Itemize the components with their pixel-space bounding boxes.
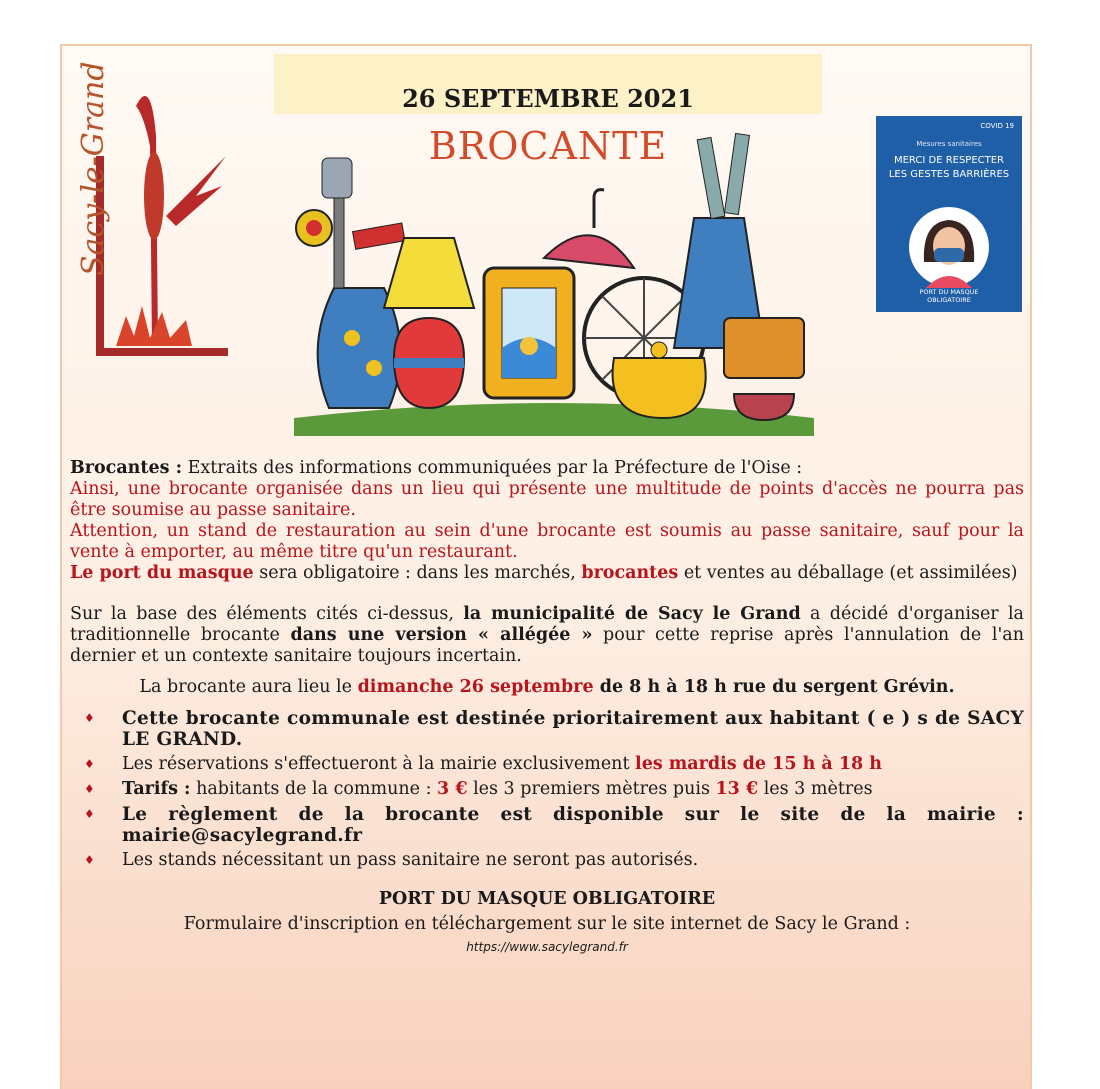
list-item bbox=[70, 779, 1024, 800]
intro-red-1: Ainsi, une brocante organisée dans un lieu qui présente une multitude de points d'accès ne pourra pas être soumise au passe sanitaire. bbox=[70, 479, 1024, 520]
mask-bold: Le port du masque bbox=[70, 563, 254, 583]
bullet-3-d: les 3 premiers mètres puis bbox=[467, 779, 716, 799]
covid-badge bbox=[876, 116, 1022, 312]
decision-paragraph bbox=[70, 604, 1024, 667]
bullet-3-b: habitants de la commune : bbox=[190, 779, 438, 799]
intro-lead: Brocantes : bbox=[70, 458, 183, 478]
masked-woman-icon bbox=[904, 202, 994, 292]
covid-foot-2: OBLIGATOIRE bbox=[927, 296, 971, 304]
decision-c: a décidé d'organiser la traditionnelle brocante bbox=[70, 604, 1024, 645]
when-c: de 8 h à 18 h rue du sergent Grévin. bbox=[593, 677, 955, 697]
bullet-4-text: Le règlement de la brocante est disponible sur le site de la mairie : mairie@sacylegrand.fr bbox=[122, 804, 1024, 846]
body-text bbox=[70, 458, 1024, 958]
mask-line bbox=[70, 563, 1024, 584]
bullet-icon: ♦ bbox=[84, 853, 95, 867]
poster bbox=[60, 44, 1032, 1089]
logo-text: Sacy-le-Grand bbox=[76, 61, 111, 276]
bullet-2-b: les mardis de 15 h à 18 h bbox=[635, 754, 883, 774]
page-title: BROCANTE bbox=[428, 124, 668, 168]
bullet-icon: ♦ bbox=[84, 757, 95, 771]
bullet-1-text: Cette brocante communale est destinée prioritairement aux habitant ( e ) s de SACY LE GRAND. bbox=[122, 708, 1024, 750]
mask-mid: sera obligatoire : dans les marchés, bbox=[253, 563, 582, 583]
form-notice: Formulaire d'inscription en téléchargement sur le site internet de Sacy le Grand : bbox=[183, 914, 911, 934]
bullet-2-a: Les réservations s'effectueront à la mairie exclusivement bbox=[122, 754, 636, 774]
covid-small-text: Mesures sanitaires bbox=[916, 140, 982, 148]
website-link[interactable]: https://www.sacylegrand.fr bbox=[466, 940, 628, 954]
bullet-icon: ♦ bbox=[84, 782, 95, 796]
bullet-icon: ♦ bbox=[84, 711, 96, 725]
decision-d: dans une version « allégée » bbox=[290, 625, 593, 645]
mask-bold-2: brocantes bbox=[581, 563, 679, 583]
brocante-illustration bbox=[294, 118, 814, 436]
bullet-icon: ♦ bbox=[84, 807, 96, 821]
when-a: La brocante aura lieu le bbox=[139, 677, 358, 697]
list-item bbox=[70, 754, 1024, 775]
covid-tag: COVID 19 bbox=[980, 122, 1014, 130]
intro-rest: Extraits des informations communiquées par la Préfecture de l'Oise : bbox=[182, 458, 803, 478]
covid-foot-1: PORT DU MASQUE bbox=[919, 288, 979, 296]
event-when bbox=[70, 677, 1024, 698]
mask-end: et ventes au déballage (et assimilées) bbox=[678, 563, 1018, 583]
bullet-3-f: les 3 mètres bbox=[758, 779, 873, 799]
covid-line-2: LES GESTES BARRIÈRES bbox=[888, 169, 1010, 180]
bullet-3-a: Tarifs : bbox=[122, 779, 191, 799]
mask-notice: PORT DU MASQUE OBLIGATOIRE bbox=[378, 889, 716, 909]
decision-e: pour cette reprise après l'annulation de l'an dernier et un contexte sanitaire toujours incertain. bbox=[70, 625, 1025, 666]
covid-footer bbox=[876, 288, 1022, 304]
list-item bbox=[70, 850, 1024, 871]
event-date: 26 SEPTEMBRE 2021 bbox=[402, 84, 694, 113]
bullet-3-e: 13 € bbox=[715, 779, 759, 799]
when-b: dimanche 26 septembre bbox=[357, 677, 594, 697]
intro-red-2: Attention, un stand de restauration au sein d'une brocante est soumis au passe sanitaire, sauf pour la vente à emporter, au même titre qu'un restaurant. bbox=[70, 521, 1024, 562]
intro-line bbox=[70, 458, 1024, 479]
covid-line-1: MERCI DE RESPECTER bbox=[893, 155, 1005, 166]
list-item bbox=[70, 708, 1024, 750]
decision-a: Sur la base des éléments cités ci-dessus, bbox=[70, 604, 464, 624]
bullet-5-text: Les stands nécessitant un pass sanitaire ne seront pas autorisés. bbox=[122, 850, 699, 870]
decision-b: la municipalité de Sacy le Grand bbox=[463, 604, 801, 624]
covid-message bbox=[880, 154, 1018, 182]
town-logo-icon bbox=[96, 76, 228, 356]
list-item bbox=[70, 804, 1024, 846]
info-list bbox=[70, 708, 1024, 871]
bullet-3-c: 3 € bbox=[437, 779, 468, 799]
